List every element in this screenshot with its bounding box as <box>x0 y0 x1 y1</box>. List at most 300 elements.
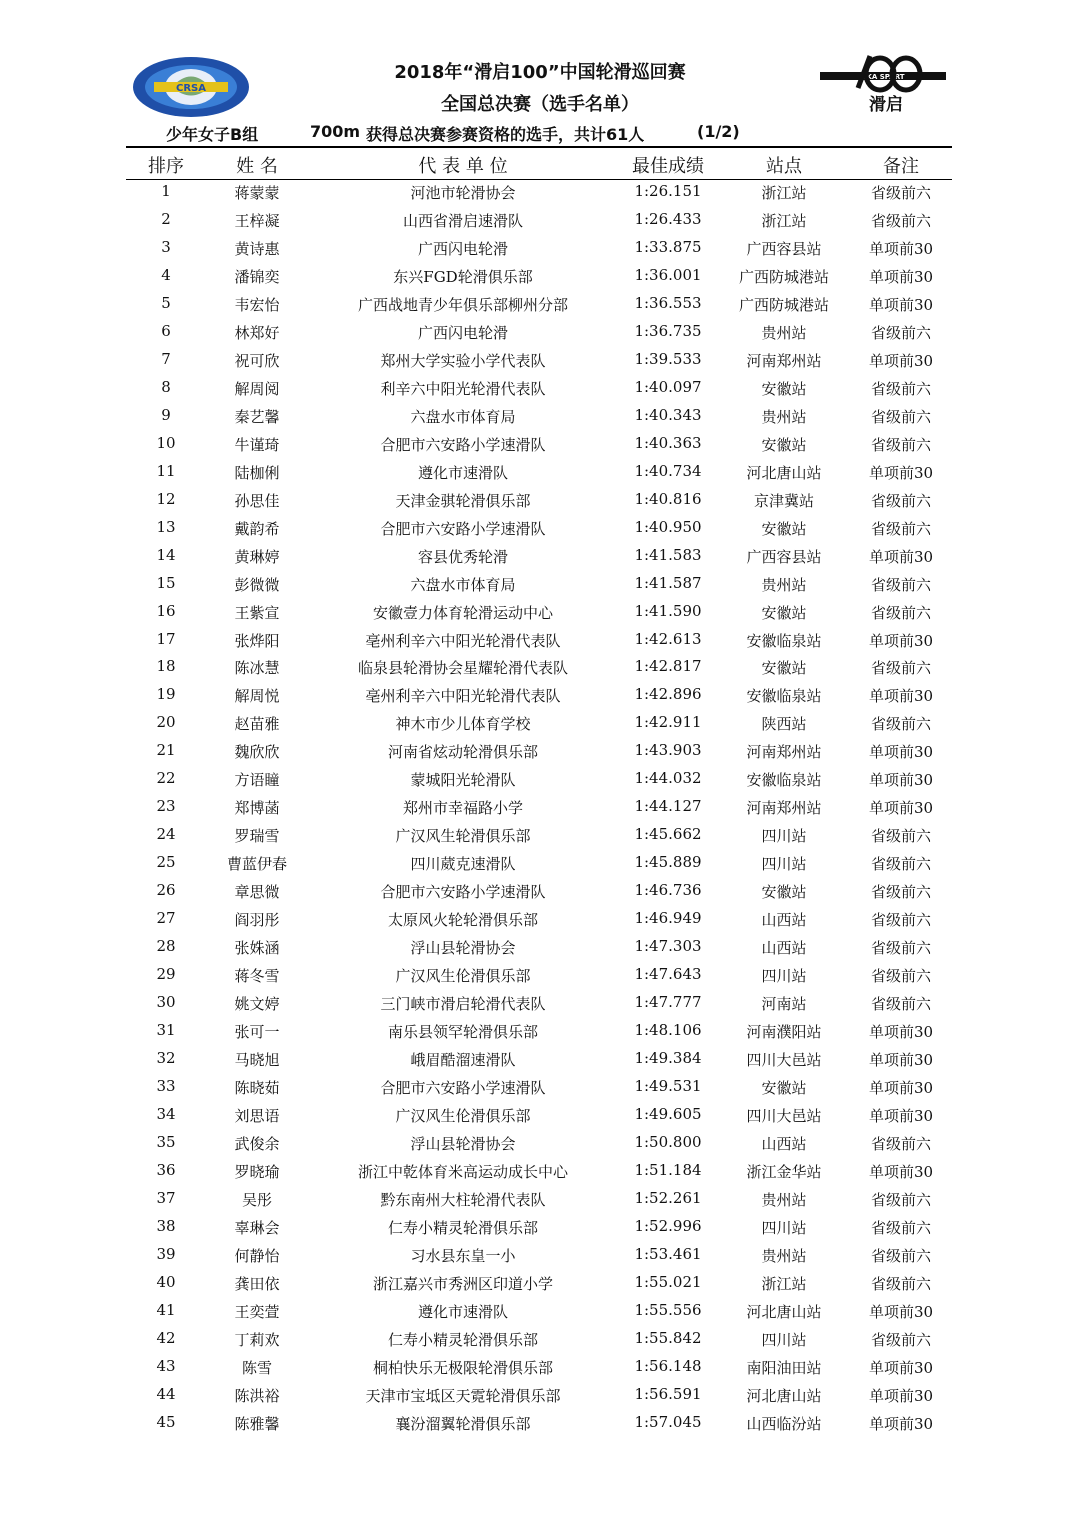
rank-cell: 2 <box>161 209 171 228</box>
station-cell: 山西临汾站 <box>746 1414 822 1433</box>
athlete-name-cell: 陆枷俐 <box>234 463 280 482</box>
best-time-cell: 1:57.045 <box>634 1412 702 1431</box>
best-time-cell: 1:48.106 <box>634 1021 702 1040</box>
table-row <box>0 1101 1080 1129</box>
table-row <box>0 1409 1080 1437</box>
table-row <box>0 709 1080 737</box>
unit-cell: 桐柏快乐无极限轮滑俱乐部 <box>372 1358 553 1377</box>
rank-cell: 41 <box>156 1300 176 1319</box>
table-row <box>0 1157 1080 1185</box>
best-time-cell: 1:44.127 <box>634 797 702 816</box>
best-time-cell: 1:45.662 <box>634 825 702 844</box>
best-time-cell: 1:55.021 <box>634 1272 702 1291</box>
station-cell: 广西容县站 <box>746 239 822 258</box>
column-header-unit: 代 表 单 位 <box>418 156 508 177</box>
table-row <box>0 458 1080 486</box>
station-cell: 安徽临泉站 <box>746 687 822 706</box>
rank-cell: 10 <box>156 433 176 452</box>
unit-cell: 四川葳克速滑队 <box>410 855 516 874</box>
rank-cell: 25 <box>156 853 176 872</box>
station-cell: 浙江站 <box>761 1274 807 1293</box>
athlete-name-cell: 蒋冬雪 <box>234 967 280 986</box>
table-row <box>0 1325 1080 1353</box>
station-cell: 山西站 <box>761 911 807 930</box>
note-cell: 省级前六 <box>870 827 931 846</box>
station-cell: 贵州站 <box>761 575 807 594</box>
rank-cell: 9 <box>161 405 171 424</box>
table-row <box>0 1353 1080 1381</box>
table-row <box>0 1185 1080 1213</box>
unit-cell: 六盘水市体育局 <box>410 407 516 426</box>
station-cell: 浙江金华站 <box>746 1162 822 1181</box>
table-row <box>0 234 1080 262</box>
rank-cell: 35 <box>156 1132 176 1151</box>
column-header-name: 姓 名 <box>236 156 278 177</box>
best-time-cell: 1:40.097 <box>634 377 702 396</box>
note-cell: 省级前六 <box>870 1274 931 1293</box>
rank-cell: 5 <box>161 293 171 312</box>
note-cell: 省级前六 <box>870 1218 931 1237</box>
best-time-cell: 1:49.605 <box>634 1104 702 1123</box>
note-cell: 单项前30 <box>868 1023 934 1042</box>
athlete-name-cell: 蒋蒙蒙 <box>234 184 280 202</box>
athlete-name-cell: 王梓凝 <box>234 211 280 230</box>
table-row <box>0 374 1080 402</box>
unit-cell: 太原风火轮轮滑俱乐部 <box>387 911 538 930</box>
rank-cell: 20 <box>156 713 176 732</box>
rank-cell: 32 <box>156 1049 176 1068</box>
note-cell: 单项前30 <box>868 631 934 650</box>
station-cell: 山西站 <box>761 939 807 958</box>
table-row <box>0 681 1080 709</box>
athlete-name-cell: 曹蓝伊春 <box>226 855 287 874</box>
table-row <box>0 989 1080 1017</box>
column-header-station: 站点 <box>766 156 802 177</box>
best-time-cell: 1:33.875 <box>634 237 702 256</box>
note-cell: 单项前30 <box>868 351 934 370</box>
note-cell: 省级前六 <box>870 1246 931 1265</box>
athlete-name-cell: 何静怡 <box>234 1246 280 1265</box>
rank-cell: 30 <box>156 993 176 1012</box>
rank-cell: 31 <box>156 1021 176 1040</box>
rank-cell: 38 <box>156 1216 176 1235</box>
athlete-name-cell: 戴韵希 <box>234 519 280 538</box>
best-time-cell: 1:46.949 <box>634 909 702 928</box>
unit-cell: 亳州利辛六中阳光轮滑代表队 <box>365 631 561 650</box>
station-cell: 浙江站 <box>761 211 807 230</box>
unit-cell: 河南省炫动轮滑俱乐部 <box>387 743 538 762</box>
unit-cell: 浙江嘉兴市秀洲区印道小学 <box>372 1274 553 1293</box>
athlete-name-cell: 秦艺馨 <box>234 407 280 426</box>
unit-cell: 浮山县轮滑协会 <box>410 939 516 958</box>
rank-cell: 13 <box>156 517 176 536</box>
note-cell: 省级前六 <box>870 995 931 1014</box>
rank-cell: 42 <box>156 1328 176 1347</box>
best-time-cell: 1:55.842 <box>634 1328 702 1347</box>
athlete-name-cell: 张姝涵 <box>234 939 280 958</box>
note-cell: 单项前30 <box>868 799 934 818</box>
best-time-cell: 1:49.384 <box>634 1049 702 1068</box>
best-time-cell: 1:49.531 <box>634 1077 702 1095</box>
rank-cell: 1 <box>161 182 171 200</box>
best-time-cell: 1:50.800 <box>634 1132 702 1151</box>
station-cell: 四川站 <box>761 827 807 846</box>
best-time-cell: 1:42.817 <box>634 657 702 676</box>
note-cell: 单项前30 <box>868 1051 934 1070</box>
column-header-note: 备注 <box>883 156 919 177</box>
athlete-name-cell: 陈雅馨 <box>234 1414 280 1433</box>
best-time-cell: 1:42.896 <box>634 685 702 704</box>
athlete-name-cell: 郑博菡 <box>234 799 280 818</box>
table-row <box>0 318 1080 346</box>
note-cell: 省级前六 <box>870 184 931 202</box>
table-row <box>0 514 1080 542</box>
unit-cell: 郑州大学实验小学代表队 <box>380 351 546 370</box>
unit-cell: 浙江中乾体育米高运动成长中心 <box>357 1162 568 1181</box>
note-cell: 省级前六 <box>870 211 931 230</box>
athlete-name-cell: 陈雪 <box>241 1358 272 1377</box>
athlete-name-cell: 彭微微 <box>234 575 280 594</box>
document-title: 2018年“滑启100”中国轮滑巡回赛 <box>394 62 686 83</box>
station-cell: 安徽站 <box>761 1079 807 1097</box>
station-cell: 广西防城港站 <box>738 267 829 286</box>
athlete-name-cell: 陈洪裕 <box>234 1386 280 1405</box>
athlete-name-cell: 牛谨琦 <box>234 435 280 454</box>
best-time-cell: 1:40.363 <box>634 433 702 452</box>
athlete-name-cell: 林郑好 <box>234 323 280 342</box>
unit-cell: 广汉风生伦滑俱乐部 <box>395 1106 531 1125</box>
table-row <box>0 653 1080 681</box>
rank-cell: 43 <box>156 1356 176 1375</box>
rank-cell: 34 <box>156 1104 176 1123</box>
document-subtitle: 全国总决赛（选手名单） <box>441 94 639 115</box>
note-cell: 省级前六 <box>870 855 931 874</box>
station-cell: 南阳油田站 <box>746 1358 822 1377</box>
rank-cell: 23 <box>156 797 176 816</box>
table-row <box>0 1381 1080 1409</box>
rank-cell: 4 <box>161 265 171 284</box>
station-cell: 河北唐山站 <box>746 1302 822 1321</box>
athlete-name-cell: 解周悦 <box>234 687 280 706</box>
unit-cell: 黔东南州大柱轮滑代表队 <box>380 1190 546 1209</box>
rank-cell: 40 <box>156 1272 176 1291</box>
note-cell: 单项前30 <box>868 687 934 706</box>
athlete-name-cell: 陈晓茹 <box>234 1079 280 1097</box>
athlete-name-cell: 姚文婷 <box>234 995 280 1014</box>
best-time-cell: 1:52.996 <box>634 1216 702 1235</box>
rank-cell: 22 <box>156 769 176 788</box>
unit-cell: 仁寿小精灵轮滑俱乐部 <box>387 1218 538 1237</box>
best-time-cell: 1:45.889 <box>634 853 702 872</box>
table-row <box>0 737 1080 765</box>
best-time-cell: 1:42.911 <box>634 713 702 732</box>
station-cell: 广西防城港站 <box>738 295 829 314</box>
table-row <box>0 821 1080 849</box>
distance-label: 700m <box>310 122 361 141</box>
table-row <box>0 262 1080 290</box>
rank-cell: 24 <box>156 825 176 844</box>
station-cell: 安徽临泉站 <box>746 771 822 790</box>
table-row <box>0 877 1080 905</box>
table-top-rule <box>126 146 952 148</box>
best-time-cell: 1:40.816 <box>634 489 702 508</box>
note-cell: 省级前六 <box>870 911 931 930</box>
table-row <box>0 765 1080 793</box>
note-cell: 省级前六 <box>870 939 931 958</box>
unit-cell: 天津金骐轮滑俱乐部 <box>395 491 531 510</box>
station-cell: 安徽站 <box>761 519 807 538</box>
athlete-name-cell: 魏欣欣 <box>234 743 280 762</box>
unit-cell: 遵化市速滑队 <box>417 463 508 482</box>
station-cell: 京津冀站 <box>753 491 814 510</box>
rank-cell: 39 <box>156 1244 176 1263</box>
unit-cell: 蒙城阳光轮滑队 <box>410 771 516 790</box>
athlete-name-cell: 韦宏怡 <box>234 295 280 314</box>
table-row <box>0 1017 1080 1045</box>
athlete-name-cell: 龚田依 <box>234 1274 280 1293</box>
station-cell: 山西站 <box>761 1134 807 1153</box>
rank-cell: 44 <box>156 1384 176 1403</box>
unit-cell: 神木市少儿体育学校 <box>395 715 531 734</box>
athlete-name-cell: 阎羽彤 <box>234 911 280 930</box>
athlete-name-cell: 罗瑞雪 <box>234 827 280 846</box>
athlete-name-cell: 刘思语 <box>234 1106 280 1125</box>
athlete-name-cell: 孙思佳 <box>234 491 280 510</box>
station-cell: 四川大邑站 <box>746 1051 822 1070</box>
best-time-cell: 1:36.001 <box>634 265 702 284</box>
best-time-cell: 1:41.583 <box>634 545 702 564</box>
best-time-cell: 1:55.556 <box>634 1300 702 1319</box>
best-time-cell: 1:41.590 <box>634 601 702 620</box>
svg-text:SKA SPART: SKA SPART <box>861 73 905 81</box>
unit-cell: 天津市宝坻区天霓轮滑俱乐部 <box>365 1386 561 1405</box>
station-cell: 河南郑州站 <box>746 799 822 818</box>
best-time-cell: 1:52.261 <box>634 1188 702 1207</box>
best-time-cell: 1:47.303 <box>634 937 702 956</box>
athlete-name-cell: 祝可欣 <box>234 351 280 370</box>
note-cell: 省级前六 <box>870 1330 931 1349</box>
best-time-cell: 1:43.903 <box>634 741 702 760</box>
best-time-cell: 1:42.613 <box>634 629 702 648</box>
unit-cell: 山西省滑启速滑队 <box>402 211 523 230</box>
rank-cell: 33 <box>156 1077 176 1095</box>
note-cell: 省级前六 <box>870 1190 931 1209</box>
unit-cell: 襄汾溜翼轮滑俱乐部 <box>395 1414 531 1433</box>
rank-cell: 14 <box>156 545 176 564</box>
table-row <box>0 1269 1080 1297</box>
note-cell: 省级前六 <box>870 519 931 538</box>
svg-text:滑启: 滑启 <box>869 95 903 115</box>
unit-cell: 容县优秀轮滑 <box>417 547 508 566</box>
rank-cell: 37 <box>156 1188 176 1207</box>
station-cell: 安徽临泉站 <box>746 631 822 650</box>
best-time-cell: 1:53.461 <box>634 1244 702 1263</box>
table-row <box>0 626 1080 654</box>
note-cell: 单项前30 <box>868 547 934 566</box>
unit-cell: 合肥市六安路小学速滑队 <box>380 883 546 902</box>
athlete-name-cell: 方语瞳 <box>234 771 280 790</box>
athlete-name-cell: 张可一 <box>234 1023 280 1042</box>
rank-cell: 11 <box>156 461 176 480</box>
station-cell: 贵州站 <box>761 407 807 426</box>
unit-cell: 合肥市六安路小学速滑队 <box>380 1079 546 1097</box>
table-row <box>0 1297 1080 1325</box>
note-cell: 单项前30 <box>868 1302 934 1321</box>
unit-cell: 广西闪电轮滑 <box>417 323 508 342</box>
unit-cell: 东兴FGD轮滑俱乐部 <box>393 267 533 286</box>
athlete-name-cell: 罗晓瑜 <box>234 1162 280 1181</box>
unit-cell: 广西战地青少年俱乐部柳州分部 <box>357 295 568 314</box>
unit-cell: 峨眉酷溜速滑队 <box>410 1051 516 1070</box>
note-cell: 单项前30 <box>868 743 934 762</box>
unit-cell: 仁寿小精灵轮滑俱乐部 <box>387 1330 538 1349</box>
station-cell: 安徽站 <box>761 659 807 678</box>
best-time-cell: 1:47.643 <box>634 965 702 984</box>
station-cell: 四川站 <box>761 1330 807 1349</box>
station-cell: 贵州站 <box>761 1190 807 1209</box>
qualification-description: 获得总决赛参赛资格的选手，共计61人 <box>366 125 645 144</box>
station-cell: 河北唐山站 <box>746 463 822 482</box>
best-time-cell: 1:40.734 <box>634 461 702 480</box>
athlete-name-cell: 解周阅 <box>234 379 280 398</box>
best-time-cell: 1:56.591 <box>634 1384 702 1403</box>
station-cell: 四川站 <box>761 967 807 986</box>
station-cell: 河南郑州站 <box>746 743 822 762</box>
station-cell: 安徽站 <box>761 435 807 454</box>
table-row <box>0 793 1080 821</box>
page-indicator: (1/2) <box>697 122 740 141</box>
athlete-name-cell: 马晓旭 <box>234 1051 280 1070</box>
note-cell: 单项前30 <box>868 239 934 258</box>
note-cell: 省级前六 <box>870 491 931 510</box>
station-cell: 安徽站 <box>761 603 807 622</box>
best-time-cell: 1:47.777 <box>634 993 702 1012</box>
station-cell: 河南濮阳站 <box>746 1023 822 1042</box>
best-time-cell: 1:44.032 <box>634 769 702 788</box>
note-cell: 单项前30 <box>868 1106 934 1125</box>
note-cell: 单项前30 <box>868 1162 934 1181</box>
note-cell: 单项前30 <box>868 463 934 482</box>
unit-cell: 广西闪电轮滑 <box>417 239 508 258</box>
station-cell: 广西容县站 <box>746 547 822 566</box>
rank-cell: 36 <box>156 1160 176 1179</box>
athlete-name-cell: 辜琳会 <box>234 1218 280 1237</box>
column-header-best-time: 最佳成绩 <box>632 156 704 177</box>
best-time-cell: 1:56.148 <box>634 1356 702 1375</box>
note-cell: 单项前30 <box>868 1386 934 1405</box>
athlete-name-cell: 王奕萱 <box>234 1302 280 1321</box>
note-cell: 单项前30 <box>868 771 934 790</box>
athlete-name-cell: 吴彤 <box>241 1190 272 1209</box>
unit-cell: 河池市轮滑协会 <box>410 184 516 202</box>
unit-cell: 利辛六中阳光轮滑代表队 <box>380 379 546 398</box>
rank-cell: 21 <box>156 741 176 760</box>
table-row <box>0 849 1080 877</box>
table-row <box>0 402 1080 430</box>
station-cell: 浙江站 <box>761 184 807 202</box>
station-cell: 陕西站 <box>761 715 807 734</box>
athlete-name-cell: 章思微 <box>234 883 280 902</box>
note-cell: 单项前30 <box>868 1358 934 1377</box>
station-cell: 安徽站 <box>761 883 807 902</box>
note-cell: 单项前30 <box>868 1414 934 1433</box>
column-header-rank: 排序 <box>148 156 184 177</box>
table-row <box>0 178 1080 206</box>
station-cell: 四川站 <box>761 1218 807 1237</box>
table-row <box>0 1073 1080 1101</box>
athlete-name-cell: 黄琳婷 <box>234 547 280 566</box>
station-cell: 河南站 <box>761 995 807 1014</box>
note-cell: 单项前30 <box>868 295 934 314</box>
category-line <box>0 122 1080 144</box>
table-row <box>0 346 1080 374</box>
rank-cell: 16 <box>156 601 176 620</box>
best-time-cell: 1:36.735 <box>634 321 702 340</box>
station-cell: 安徽站 <box>761 379 807 398</box>
station-cell: 贵州站 <box>761 1246 807 1265</box>
rank-cell: 29 <box>156 965 176 984</box>
athlete-name-cell: 潘锦奕 <box>234 267 280 286</box>
unit-cell: 合肥市六安路小学速滑队 <box>380 519 546 538</box>
best-time-cell: 1:41.587 <box>634 573 702 592</box>
unit-cell: 三门峡市滑启轮滑代表队 <box>380 995 546 1014</box>
note-cell: 省级前六 <box>870 715 931 734</box>
unit-cell: 六盘水市体育局 <box>410 575 516 594</box>
rank-cell: 12 <box>156 489 176 508</box>
best-time-cell: 1:51.184 <box>634 1160 702 1179</box>
rank-cell: 26 <box>156 881 176 900</box>
station-cell: 贵州站 <box>761 323 807 342</box>
unit-cell: 安徽壹力体育轮滑运动中心 <box>372 603 553 622</box>
athlete-name-cell: 张烨阳 <box>234 631 280 650</box>
unit-cell: 亳州利辛六中阳光轮滑代表队 <box>365 687 561 706</box>
athlete-name-cell: 武俊余 <box>234 1134 280 1153</box>
best-time-cell: 1:39.533 <box>634 349 702 368</box>
best-time-cell: 1:26.151 <box>634 182 702 200</box>
unit-cell: 习水县东皇一小 <box>410 1246 516 1265</box>
table-row <box>0 570 1080 598</box>
svg-text:CRSA: CRSA <box>176 83 206 94</box>
rank-cell: 8 <box>161 377 171 396</box>
table-row <box>0 1045 1080 1073</box>
note-cell: 省级前六 <box>870 1134 931 1153</box>
best-time-cell: 1:36.553 <box>634 293 702 312</box>
athlete-name-cell: 王紫宣 <box>234 603 280 622</box>
unit-cell: 郑州市幸福路小学 <box>402 799 523 818</box>
table-row <box>0 542 1080 570</box>
unit-cell: 临泉县轮滑协会星耀轮滑代表队 <box>357 659 568 678</box>
athlete-name-cell: 黄诗惠 <box>234 239 280 258</box>
best-time-cell: 1:26.433 <box>634 209 702 228</box>
rank-cell: 45 <box>156 1412 176 1431</box>
athlete-name-cell: 赵苗雅 <box>234 715 280 734</box>
note-cell: 省级前六 <box>870 323 931 342</box>
note-cell: 省级前六 <box>870 603 931 622</box>
athlete-name-cell: 陈冰慧 <box>234 659 280 678</box>
table-header <box>0 150 1080 178</box>
note-cell: 省级前六 <box>870 407 931 426</box>
table-row <box>0 961 1080 989</box>
rank-cell: 18 <box>156 657 176 676</box>
unit-cell: 南乐县领罕轮滑俱乐部 <box>387 1023 538 1042</box>
note-cell: 单项前30 <box>868 1079 934 1097</box>
note-cell: 省级前六 <box>870 379 931 398</box>
rank-cell: 7 <box>161 349 171 368</box>
note-cell: 省级前六 <box>870 883 931 902</box>
table-row <box>0 933 1080 961</box>
rank-cell: 15 <box>156 573 176 592</box>
best-time-cell: 1:40.950 <box>634 517 702 536</box>
